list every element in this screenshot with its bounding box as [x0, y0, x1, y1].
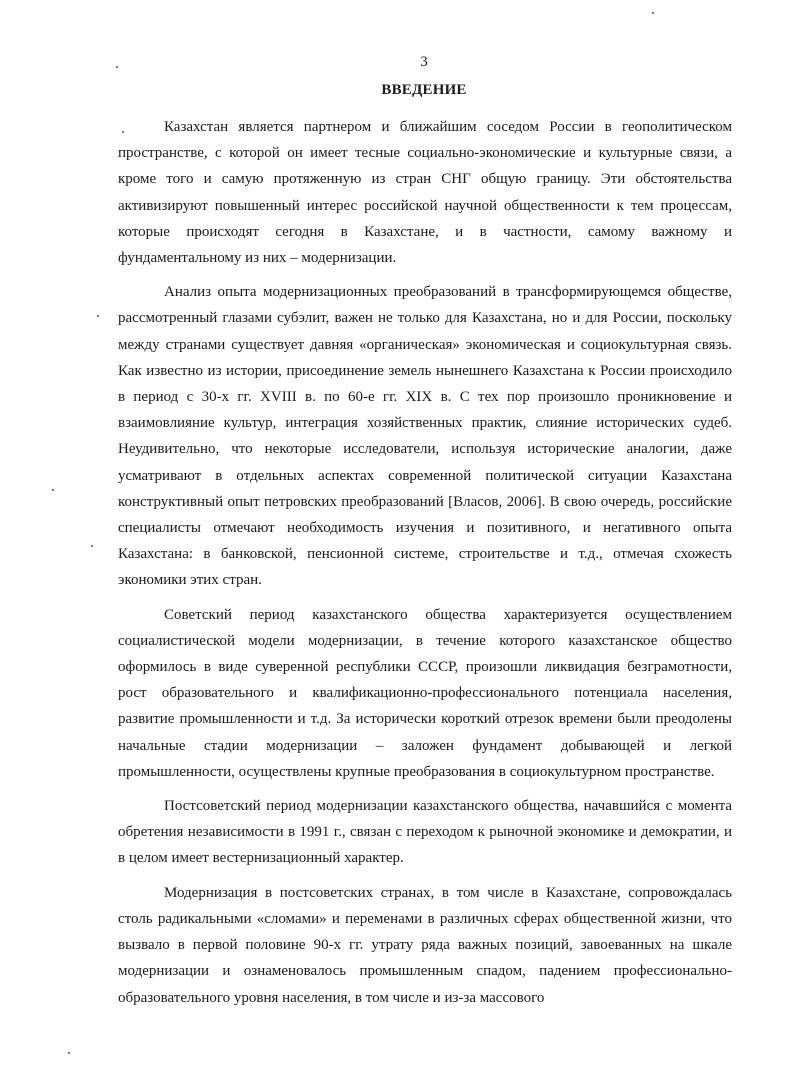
scan-speck — [122, 131, 124, 133]
paragraph-5: Модернизация в постсоветских странах, в том числе в Казахстане, сопровождалась столь радикальными «сломами» и переменами в различных сферах общественной жизни, что вызвало в первой половине 90-х гг. утрату ряда важных позиций, завоеванных на шкале модернизации и ознаменовалось промышленным спадом, падением профессионально-образовательного уровня населения, в том числе и из-за массового — [118, 884, 732, 1006]
scan-speck — [52, 489, 54, 491]
paragraph-4: Постсоветский период модернизации казахстанского общества, начавшийся с момента обретения независимости в 1991 г., связан с переходом к рыночной экономике и демократии, и в целом имеет вестернизационный характер. — [118, 798, 732, 867]
scan-speck — [116, 66, 118, 68]
scan-speck — [97, 315, 99, 317]
scan-speck — [68, 1052, 70, 1054]
paragraph-3: Советский период казахстанского общества характеризуется осуществлением социалистической модели модернизации, в течение которого казахстанское общество оформилось в виде суверенной республики СССР, произошли ликвидация безграмотности, рост образовательного и квалификационно-профессионального потенциала населения, развитие промышленности и т.д. За исторически короткий отрезок времени были преодолены начальные стадии модернизации – заложен фундамент добывающей и легкой промышленности, осуществлены крупные преобразования в социокультурном пространстве. — [118, 606, 732, 780]
scan-speck — [652, 12, 654, 14]
section-heading: ВВЕДЕНИЕ — [381, 82, 467, 98]
paragraph-2: Анализ опыта модернизационных преобразований в трансформирующемся обществе, рассмотренный глазами субэлит, важен не только для Казахстана, но и для России, поскольку между странами существует давняя «органическая» экономическая и социокультурная связь. Как известно из истории, присоединение земель нынешнего Казахстана к России происходило в период с 30-х гг. XVIII в. по 60-е гг. XIX в. С тех пор произошло проникновение и взаимовлияние культур, интеграция хозяйственных практик, слияние исторических судеб. Неудивительно, что некоторые исследователи, используя исторические аналогии, даже усматривают в отдельных аспектах современной политической ситуации Казахстана конструктивный опыт петровских преобразований [Власов, 2006]. В свою очередь, российские специалисты отмечают необходимость изучения и позитивного, и негативного опыта Казахстана: в банковской, пенсионной системе, строительстве и т.д., отмечая схожесть экономики этих стран. — [118, 284, 732, 589]
page-number: 3 — [420, 54, 428, 70]
scan-speck — [91, 545, 93, 547]
paragraph-1: Казахстан является партнером и ближайшим соседом России в геополитическом пространстве, с которой он имеет тесные социально-экономические и культурные связи, а кроме того и самую протяженную из стран СНГ общую границу. Эти обстоятельства активизируют повышенный интерес российской научной общественности к тем процессам, которые происходят сегодня в Казахстане, и в частности, самому важному и фундаментальному из них – модернизации. — [118, 119, 732, 267]
body-text — [118, 114, 732, 1019]
